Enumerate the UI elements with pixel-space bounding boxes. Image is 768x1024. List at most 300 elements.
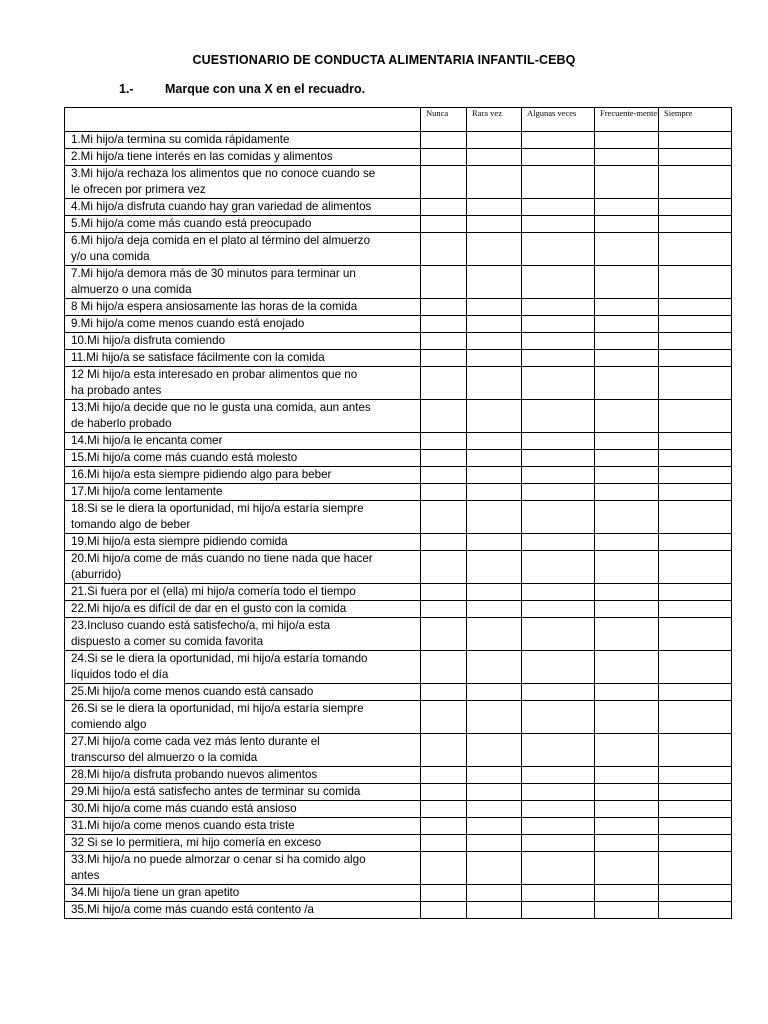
answer-checkbox[interactable]: [467, 784, 522, 801]
answer-checkbox[interactable]: [595, 166, 659, 199]
question-text: [65, 601, 421, 618]
answer-checkbox[interactable]: [467, 367, 522, 400]
question-line: 23.Incluso cuando está satisfecho/a, mi hijo/a esta: [71, 619, 331, 632]
answer-checkbox[interactable]: [595, 651, 659, 684]
question-line: 9.Mi hijo/a come menos cuando está enojado: [71, 317, 305, 330]
answer-checkbox[interactable]: [522, 333, 595, 350]
question-text: [65, 885, 421, 902]
question-text: [65, 852, 421, 885]
column-header-frecuentemente: Frecuente-mente: [595, 108, 659, 132]
answer-checkbox[interactable]: [421, 534, 467, 551]
question-text: [65, 233, 421, 266]
question-text: [65, 216, 421, 233]
question-text: [65, 501, 421, 534]
answer-checkbox[interactable]: [595, 132, 659, 149]
answer-checkbox[interactable]: [659, 852, 732, 885]
question-line: 15.Mi hijo/a come más cuando está molesto: [71, 451, 298, 464]
answer-checkbox[interactable]: [467, 767, 522, 784]
column-header-rara-vez: Rara vez: [467, 108, 522, 132]
answer-checkbox[interactable]: [595, 835, 659, 852]
answer-checkbox[interactable]: [659, 818, 732, 835]
answer-checkbox[interactable]: [467, 216, 522, 233]
answer-checkbox[interactable]: [522, 316, 595, 333]
answer-checkbox[interactable]: [522, 618, 595, 651]
question-text: [65, 534, 421, 551]
answer-checkbox[interactable]: [659, 316, 732, 333]
table-row: [65, 350, 732, 367]
answer-checkbox[interactable]: [421, 852, 467, 885]
answer-checkbox[interactable]: [659, 266, 732, 299]
table-row: [65, 367, 732, 400]
answer-checkbox[interactable]: [659, 551, 732, 584]
question-line: le ofrecen por primera vez: [71, 183, 206, 196]
answer-checkbox[interactable]: [595, 216, 659, 233]
answer-checkbox[interactable]: [595, 551, 659, 584]
answer-checkbox[interactable]: [522, 299, 595, 316]
table-row: [65, 450, 732, 467]
table-row: [65, 551, 732, 584]
answer-checkbox[interactable]: [595, 818, 659, 835]
question-text: [65, 784, 421, 801]
answer-checkbox[interactable]: [467, 584, 522, 601]
column-header-nunca: Nunca: [421, 108, 467, 132]
answer-checkbox[interactable]: [659, 199, 732, 216]
answer-checkbox[interactable]: [467, 433, 522, 450]
answer-checkbox[interactable]: [659, 701, 732, 734]
instruction: [119, 82, 365, 96]
answer-checkbox[interactable]: [595, 701, 659, 734]
table-row: [65, 316, 732, 333]
table-row: [65, 534, 732, 551]
questionnaire-table: [64, 107, 732, 919]
table-row: [65, 333, 732, 350]
answer-checkbox[interactable]: [595, 484, 659, 501]
answer-checkbox[interactable]: [659, 767, 732, 784]
answer-checkbox[interactable]: [595, 233, 659, 266]
answer-checkbox[interactable]: [421, 266, 467, 299]
answer-checkbox[interactable]: [659, 902, 732, 919]
question-text: [65, 835, 421, 852]
question-text: [65, 149, 421, 166]
answer-checkbox[interactable]: [421, 684, 467, 701]
answer-checkbox[interactable]: [467, 166, 522, 199]
answer-checkbox[interactable]: [522, 216, 595, 233]
question-line: antes: [71, 869, 100, 882]
answer-checkbox[interactable]: [595, 367, 659, 400]
question-line: y/o una comida: [71, 250, 150, 263]
answer-checkbox[interactable]: [421, 433, 467, 450]
answer-checkbox[interactable]: [595, 767, 659, 784]
answer-checkbox[interactable]: [595, 467, 659, 484]
question-line: 16.Mi hijo/a esta siempre pidiendo algo para beber: [71, 468, 332, 481]
question-line: 30.Mi hijo/a come más cuando está ansioso: [71, 802, 297, 815]
answer-checkbox[interactable]: [522, 367, 595, 400]
answer-checkbox[interactable]: [659, 299, 732, 316]
answer-checkbox[interactable]: [467, 316, 522, 333]
header-blank: [65, 108, 421, 132]
answer-checkbox[interactable]: [522, 835, 595, 852]
question-line: 12 Mi hijo/a esta interesado en probar alimentos que no: [71, 368, 358, 381]
question-text: [65, 684, 421, 701]
answer-checkbox[interactable]: [421, 367, 467, 400]
table-row: [65, 166, 732, 199]
answer-checkbox[interactable]: [467, 333, 522, 350]
answer-checkbox[interactable]: [421, 618, 467, 651]
question-line: 17.Mi hijo/a come lentamente: [71, 485, 223, 498]
question-line: 8 Mi hijo/a espera ansiosamente las horas de la comida: [71, 300, 358, 313]
answer-checkbox[interactable]: [467, 149, 522, 166]
answer-checkbox[interactable]: [421, 233, 467, 266]
answer-checkbox[interactable]: [659, 734, 732, 767]
question-text: [65, 199, 421, 216]
table-row: [65, 266, 732, 299]
answer-checkbox[interactable]: [659, 132, 732, 149]
question-line: 10.Mi hijo/a disfruta comiendo: [71, 334, 226, 347]
answer-checkbox[interactable]: [522, 501, 595, 534]
question-line: tomando algo de beber: [71, 518, 191, 531]
table-row: [65, 501, 732, 534]
answer-checkbox[interactable]: [595, 266, 659, 299]
answer-checkbox[interactable]: [467, 684, 522, 701]
answer-checkbox[interactable]: [522, 534, 595, 551]
question-line: líquidos todo el día: [71, 668, 169, 681]
table-row: [65, 734, 732, 767]
answer-checkbox[interactable]: [659, 801, 732, 818]
question-text: [65, 902, 421, 919]
answer-checkbox[interactable]: [421, 784, 467, 801]
answer-checkbox[interactable]: [595, 333, 659, 350]
answer-checkbox[interactable]: [467, 467, 522, 484]
answer-checkbox[interactable]: [467, 835, 522, 852]
question-line: comiendo algo: [71, 718, 147, 731]
question-text: [65, 818, 421, 835]
answer-checkbox[interactable]: [595, 149, 659, 166]
answer-checkbox[interactable]: [421, 835, 467, 852]
question-line: 25.Mi hijo/a come menos cuando está cansado: [71, 685, 314, 698]
question-text: [65, 467, 421, 484]
answer-checkbox[interactable]: [421, 734, 467, 767]
answer-checkbox[interactable]: [595, 584, 659, 601]
answer-checkbox[interactable]: [659, 216, 732, 233]
answer-checkbox[interactable]: [421, 333, 467, 350]
answer-checkbox[interactable]: [522, 132, 595, 149]
question-line: 21.Si fuera por el (ella) mi hijo/a comería todo el tiempo: [71, 585, 356, 598]
answer-checkbox[interactable]: [522, 467, 595, 484]
question-line: 7.Mi hijo/a demora más de 30 minutos para terminar un: [71, 267, 356, 280]
answer-checkbox[interactable]: [467, 601, 522, 618]
answer-checkbox[interactable]: [522, 684, 595, 701]
answer-checkbox[interactable]: [421, 216, 467, 233]
answer-checkbox[interactable]: [421, 551, 467, 584]
answer-checkbox[interactable]: [421, 199, 467, 216]
question-text: [65, 166, 421, 199]
table-row: [65, 801, 732, 818]
answer-checkbox[interactable]: [659, 784, 732, 801]
question-text: [65, 801, 421, 818]
answer-checkbox[interactable]: [595, 433, 659, 450]
question-text: [65, 367, 421, 400]
answer-checkbox[interactable]: [467, 852, 522, 885]
question-text: [65, 484, 421, 501]
answer-checkbox[interactable]: [421, 484, 467, 501]
answer-checkbox[interactable]: [595, 734, 659, 767]
question-line: 14.Mi hijo/a le encanta comer: [71, 434, 223, 447]
question-line: transcurso del almuerzo o la comida: [71, 751, 258, 764]
answer-checkbox[interactable]: [421, 767, 467, 784]
question-line: 32 Si se lo permitiera, mi hijo comería en exceso: [71, 836, 322, 849]
table-row: [65, 484, 732, 501]
table-row: [65, 149, 732, 166]
answer-checkbox[interactable]: [467, 132, 522, 149]
answer-checkbox[interactable]: [659, 618, 732, 651]
question-line: 28.Mi hijo/a disfruta probando nuevos alimentos: [71, 768, 318, 781]
table-row: [65, 784, 732, 801]
answer-checkbox[interactable]: [421, 166, 467, 199]
table-row: [65, 835, 732, 852]
question-line: (aburrido): [71, 568, 122, 581]
answer-checkbox[interactable]: [522, 484, 595, 501]
answer-checkbox[interactable]: [522, 701, 595, 734]
question-line: 3.Mi hijo/a rechaza los alimentos que no conoce cuando se: [71, 167, 376, 180]
question-line: dispuesto a comer su comida favorita: [71, 635, 264, 648]
answer-checkbox[interactable]: [421, 350, 467, 367]
answer-checkbox[interactable]: [467, 885, 522, 902]
answer-checkbox[interactable]: [421, 467, 467, 484]
answer-checkbox[interactable]: [659, 467, 732, 484]
answer-checkbox[interactable]: [421, 801, 467, 818]
answer-checkbox[interactable]: [659, 651, 732, 684]
answer-checkbox[interactable]: [522, 433, 595, 450]
answer-checkbox[interactable]: [522, 767, 595, 784]
answer-checkbox[interactable]: [467, 534, 522, 551]
answer-checkbox[interactable]: [522, 450, 595, 467]
table-row: [65, 233, 732, 266]
question-text: [65, 450, 421, 467]
question-text: [65, 316, 421, 333]
answer-checkbox[interactable]: [522, 551, 595, 584]
table-row: [65, 299, 732, 316]
answer-checkbox[interactable]: [467, 266, 522, 299]
answer-checkbox[interactable]: [522, 166, 595, 199]
answer-checkbox[interactable]: [595, 902, 659, 919]
answer-checkbox[interactable]: [421, 400, 467, 433]
answer-checkbox[interactable]: [659, 400, 732, 433]
answer-checkbox[interactable]: [467, 233, 522, 266]
answer-checkbox[interactable]: [421, 584, 467, 601]
question-text: [65, 132, 421, 149]
answer-checkbox[interactable]: [522, 266, 595, 299]
answer-checkbox[interactable]: [467, 701, 522, 734]
answer-checkbox[interactable]: [659, 835, 732, 852]
answer-checkbox[interactable]: [421, 450, 467, 467]
question-line: 35.Mi hijo/a come más cuando está contento /a: [71, 903, 314, 916]
answer-checkbox[interactable]: [595, 852, 659, 885]
question-text: [65, 400, 421, 433]
table-row: [65, 601, 732, 618]
answer-checkbox[interactable]: [659, 484, 732, 501]
table-row: [65, 818, 732, 835]
instruction-text: Marque con una X en el recuadro.: [165, 82, 366, 96]
answer-checkbox[interactable]: [421, 132, 467, 149]
question-line: 22.Mi hijo/a es difícil de dar en el gusto con la comida: [71, 602, 347, 615]
answer-checkbox[interactable]: [595, 316, 659, 333]
answer-checkbox[interactable]: [467, 484, 522, 501]
answer-checkbox[interactable]: [659, 149, 732, 166]
question-line: 2.Mi hijo/a tiene interés en las comidas y alimentos: [71, 150, 333, 163]
question-text: [65, 767, 421, 784]
answer-checkbox[interactable]: [659, 367, 732, 400]
answer-checkbox[interactable]: [659, 534, 732, 551]
answer-checkbox[interactable]: [522, 902, 595, 919]
answer-checkbox[interactable]: [522, 818, 595, 835]
answer-checkbox[interactable]: [659, 166, 732, 199]
answer-checkbox[interactable]: [421, 601, 467, 618]
column-header-algunas-veces: Algunas veces: [522, 108, 595, 132]
answer-checkbox[interactable]: [659, 584, 732, 601]
question-text: [65, 333, 421, 350]
answer-checkbox[interactable]: [659, 233, 732, 266]
table-row: [65, 651, 732, 684]
table-row: [65, 216, 732, 233]
answer-checkbox[interactable]: [595, 400, 659, 433]
answer-checkbox[interactable]: [522, 199, 595, 216]
question-line: 20.Mi hijo/a come de más cuando no tiene nada que hacer: [71, 552, 373, 565]
question-line: almuerzo o una comida: [71, 283, 192, 296]
table-row: [65, 701, 732, 734]
question-text: [65, 701, 421, 734]
answer-checkbox[interactable]: [421, 902, 467, 919]
answer-checkbox[interactable]: [522, 801, 595, 818]
table-row: [65, 618, 732, 651]
answer-checkbox[interactable]: [595, 450, 659, 467]
answer-checkbox[interactable]: [421, 651, 467, 684]
table-row: [65, 852, 732, 885]
answer-checkbox[interactable]: [522, 350, 595, 367]
answer-checkbox[interactable]: [659, 684, 732, 701]
question-text: [65, 551, 421, 584]
answer-checkbox[interactable]: [595, 350, 659, 367]
answer-checkbox[interactable]: [467, 450, 522, 467]
answer-checkbox[interactable]: [595, 684, 659, 701]
answer-checkbox[interactable]: [659, 433, 732, 450]
question-text: [65, 618, 421, 651]
answer-checkbox[interactable]: [467, 818, 522, 835]
question-line: 24.Si se le diera la oportunidad, mi hijo/a estaría tomando: [71, 652, 368, 665]
answer-checkbox[interactable]: [467, 501, 522, 534]
answer-checkbox[interactable]: [659, 885, 732, 902]
table-row: [65, 767, 732, 784]
answer-checkbox[interactable]: [421, 316, 467, 333]
question-line: 13.Mi hijo/a decide que no le gusta una comida, aun antes: [71, 401, 371, 414]
answer-checkbox[interactable]: [467, 734, 522, 767]
answer-checkbox[interactable]: [467, 400, 522, 433]
answer-checkbox[interactable]: [659, 333, 732, 350]
table-row: [65, 902, 732, 919]
answer-checkbox[interactable]: [522, 601, 595, 618]
question-line: ha probado antes: [71, 384, 162, 397]
answer-checkbox[interactable]: [421, 299, 467, 316]
answer-checkbox[interactable]: [595, 534, 659, 551]
table-row: [65, 132, 732, 149]
questionnaire-body: [65, 132, 732, 919]
answer-checkbox[interactable]: [467, 618, 522, 651]
answer-checkbox[interactable]: [421, 701, 467, 734]
answer-checkbox[interactable]: [595, 801, 659, 818]
question-text: [65, 299, 421, 316]
answer-checkbox[interactable]: [595, 784, 659, 801]
answer-checkbox[interactable]: [421, 149, 467, 166]
question-line: 34.Mi hijo/a tiene un gran apetito: [71, 886, 240, 899]
answer-checkbox[interactable]: [467, 551, 522, 584]
table-row: [65, 584, 732, 601]
answer-checkbox[interactable]: [659, 601, 732, 618]
answer-checkbox[interactable]: [522, 734, 595, 767]
question-line: de haberlo probado: [71, 417, 172, 430]
table-row: [65, 400, 732, 433]
header-row: [65, 108, 732, 132]
question-line: 31.Mi hijo/a come menos cuando esta triste: [71, 819, 295, 832]
table-row: [65, 467, 732, 484]
answer-checkbox[interactable]: [467, 651, 522, 684]
answer-checkbox[interactable]: [595, 618, 659, 651]
answer-checkbox[interactable]: [421, 501, 467, 534]
answer-checkbox[interactable]: [467, 902, 522, 919]
answer-checkbox[interactable]: [522, 784, 595, 801]
question-text: [65, 734, 421, 767]
answer-checkbox[interactable]: [467, 199, 522, 216]
answer-checkbox[interactable]: [522, 584, 595, 601]
answer-checkbox[interactable]: [421, 818, 467, 835]
answer-checkbox[interactable]: [467, 801, 522, 818]
question-line: 27.Mi hijo/a come cada vez más lento durante el: [71, 735, 320, 748]
question-line: 4.Mi hijo/a disfruta cuando hay gran variedad de alimentos: [71, 200, 372, 213]
question-line: 6.Mi hijo/a deja comida en el plato al término del almuerzo: [71, 234, 371, 247]
question-text: [65, 584, 421, 601]
answer-checkbox[interactable]: [595, 299, 659, 316]
answer-checkbox[interactable]: [595, 885, 659, 902]
answer-checkbox[interactable]: [659, 350, 732, 367]
table-row: [65, 885, 732, 902]
answer-checkbox[interactable]: [595, 199, 659, 216]
answer-checkbox[interactable]: [522, 149, 595, 166]
answer-checkbox[interactable]: [522, 651, 595, 684]
answer-checkbox[interactable]: [595, 501, 659, 534]
question-line: 29.Mi hijo/a está satisfecho antes de terminar su comida: [71, 785, 361, 798]
table-row: [65, 199, 732, 216]
question-line: 11.Mi hijo/a se satisface fácilmente con la comida: [71, 351, 325, 364]
question-text: [65, 433, 421, 450]
question-line: 19.Mi hijo/a esta siempre pidiendo comida: [71, 535, 288, 548]
answer-checkbox[interactable]: [522, 400, 595, 433]
question-text: [65, 266, 421, 299]
answer-checkbox[interactable]: [522, 852, 595, 885]
question-text: [65, 350, 421, 367]
question-line: 26.Si se le diera la oportunidad, mi hijo/a estaría siempre: [71, 702, 364, 715]
answer-checkbox[interactable]: [659, 501, 732, 534]
answer-checkbox[interactable]: [522, 885, 595, 902]
instruction-number: 1.-: [119, 82, 134, 96]
answer-checkbox[interactable]: [659, 450, 732, 467]
answer-checkbox[interactable]: [467, 299, 522, 316]
table-row: [65, 684, 732, 701]
answer-checkbox[interactable]: [522, 233, 595, 266]
answer-checkbox[interactable]: [421, 885, 467, 902]
column-header-siempre: Siempre: [659, 108, 732, 132]
answer-checkbox[interactable]: [595, 601, 659, 618]
answer-checkbox[interactable]: [467, 350, 522, 367]
question-text: [65, 651, 421, 684]
question-line: 18.Si se le diera la oportunidad, mi hijo/a estaría siempre: [71, 502, 364, 515]
